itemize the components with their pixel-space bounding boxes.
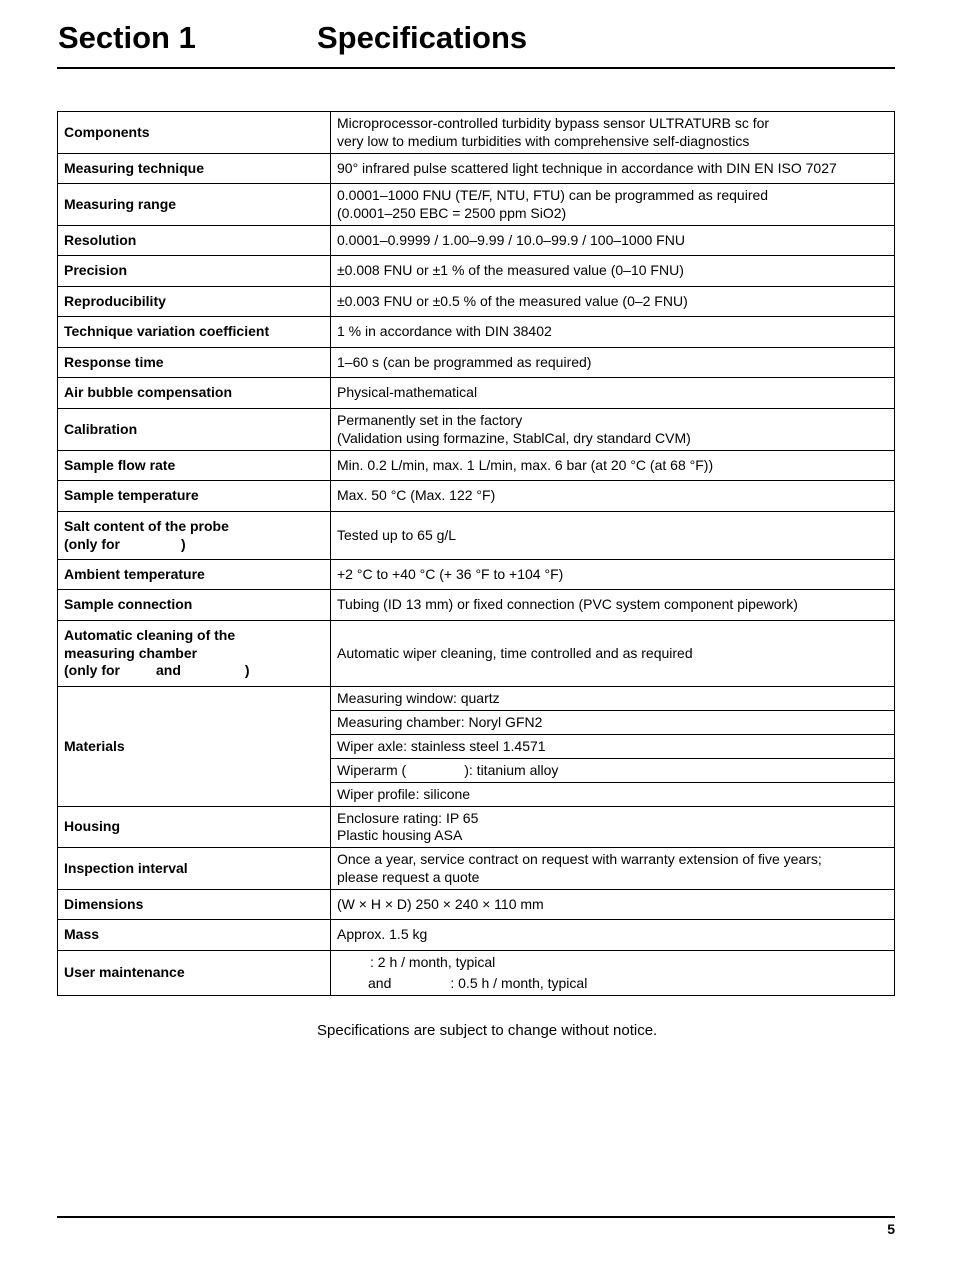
spec-value: Approx. 1.5 kg bbox=[331, 920, 895, 951]
spec-label: Sample temperature bbox=[58, 481, 331, 512]
spec-label bbox=[58, 621, 331, 687]
spec-value: Measuring chamber: Noryl GFN2 bbox=[331, 711, 895, 735]
spec-value-text: : 0.5 h / month, typical bbox=[450, 975, 588, 991]
page-title: Specifications bbox=[317, 20, 528, 55]
specifications-note: Specifications are subject to change without notice. bbox=[317, 1022, 658, 1039]
spec-label-text: ) bbox=[244, 662, 250, 679]
table-row-reproducibility bbox=[58, 287, 895, 317]
spec-label-text: (only for bbox=[64, 535, 120, 552]
table-row-technique-variation bbox=[58, 317, 895, 348]
spec-value: Tested up to 65 g/L bbox=[331, 512, 895, 560]
spec-label: Response time bbox=[58, 348, 331, 378]
table-row-components bbox=[58, 112, 895, 154]
spec-label: Sample flow rate bbox=[58, 451, 331, 481]
spec-value: Min. 0.2 L/min, max. 1 L/min, max. 6 bar (at 20 °C (at 68 °F)) bbox=[331, 451, 895, 481]
table-row-salt-content bbox=[58, 512, 895, 560]
spec-label: Reproducibility bbox=[58, 287, 331, 317]
spec-label-line: Salt content of the probe bbox=[64, 518, 229, 534]
spec-value: +2 °C to +40 °C (+ 36 °F to +104 °F) bbox=[331, 560, 895, 590]
spec-value: (W × H × D) 250 × 240 × 110 mm bbox=[331, 890, 895, 920]
spec-label-text: and bbox=[156, 662, 181, 679]
table-row-dimensions bbox=[58, 890, 895, 920]
spec-label-text: (only for bbox=[64, 662, 120, 679]
table-row-user-maintenance bbox=[58, 951, 895, 996]
spec-value bbox=[331, 848, 895, 890]
table-row-measuring-technique bbox=[58, 154, 895, 184]
spec-value-line: 0.0001–1000 FNU (TE/F, NTU, FTU) can be programmed as required bbox=[337, 187, 769, 203]
table-row-resolution bbox=[58, 226, 895, 256]
spec-value bbox=[331, 759, 895, 783]
spec-value: Wiper profile: silicone bbox=[331, 783, 895, 807]
table-row-ambient-temperature bbox=[58, 560, 895, 590]
spec-label: Mass bbox=[58, 920, 331, 951]
spec-value: ±0.008 FNU or ±1 % of the measured value (0–10 FNU) bbox=[331, 256, 895, 287]
spec-label: Housing bbox=[58, 807, 331, 848]
spec-value-line: (0.0001–250 EBC = 2500 ppm SiO2) bbox=[337, 204, 567, 221]
footer-divider bbox=[57, 1216, 895, 1218]
spec-value bbox=[331, 951, 895, 996]
spec-label: Materials bbox=[58, 687, 331, 807]
spec-label-text: ) bbox=[181, 535, 186, 552]
spec-label-line bbox=[64, 536, 324, 554]
table-row-air-bubble bbox=[58, 378, 895, 409]
spec-label: Ambient temperature bbox=[58, 560, 331, 590]
spec-label: Dimensions bbox=[58, 890, 331, 920]
spec-value-line: Microprocessor-controlled turbidity bypass sensor ULTRATURB sc for bbox=[337, 115, 770, 131]
spec-label: Precision bbox=[58, 256, 331, 287]
spec-value bbox=[331, 112, 895, 154]
spec-label: Measuring range bbox=[58, 184, 331, 226]
spec-label: Sample connection bbox=[58, 590, 331, 621]
spec-label bbox=[58, 512, 331, 560]
spec-label: User maintenance bbox=[58, 951, 331, 996]
spec-value: Tubing (ID 13 mm) or fixed connection (PVC system component pipework) bbox=[331, 590, 895, 621]
spec-value: ±0.003 FNU or ±0.5 % of the measured value (0–2 FNU) bbox=[331, 287, 895, 317]
spec-value-text: Wiperarm ( bbox=[337, 761, 407, 778]
spec-value-line: Plastic housing ASA bbox=[337, 827, 463, 843]
spec-value-line: Once a year, service contract on request with warranty extension of five years; bbox=[337, 851, 822, 867]
spec-value bbox=[331, 184, 895, 226]
spec-value: Measuring window: quartz bbox=[331, 687, 895, 711]
table-row-sample-connection bbox=[58, 590, 895, 621]
spec-label: Calibration bbox=[58, 409, 331, 451]
table-row-response-time bbox=[58, 348, 895, 378]
spec-value bbox=[331, 409, 895, 451]
spec-value: 1 % in accordance with DIN 38402 bbox=[331, 317, 895, 348]
table-row-sample-flow-rate bbox=[58, 451, 895, 481]
spec-label: Measuring technique bbox=[58, 154, 331, 184]
spec-value-line bbox=[337, 952, 888, 973]
spec-label: Resolution bbox=[58, 226, 331, 256]
spec-value-line: very low to medium turbidities with comprehensive self-diagnostics bbox=[337, 132, 750, 149]
spec-value: 1–60 s (can be programmed as required) bbox=[331, 348, 895, 378]
table-row-housing bbox=[58, 807, 895, 848]
page-number: 5 bbox=[887, 1221, 895, 1237]
section-label: Section 1 bbox=[58, 20, 196, 55]
table-row-sample-temperature bbox=[58, 481, 895, 512]
specifications-table bbox=[57, 111, 895, 996]
spec-label: Inspection interval bbox=[58, 848, 331, 890]
spec-label: Technique variation coefficient bbox=[58, 317, 331, 348]
table-row-automatic-cleaning bbox=[58, 621, 895, 687]
table-row-mass bbox=[58, 920, 895, 951]
spec-value-text: : 2 h / month, typical bbox=[370, 954, 496, 970]
spec-value: Physical-mathematical bbox=[331, 378, 895, 409]
table-row-inspection-interval bbox=[58, 848, 895, 890]
spec-value-line: Enclosure rating: IP 65 bbox=[337, 809, 479, 826]
table-row-measuring-range bbox=[58, 184, 895, 226]
spec-label-line: Automatic cleaning of the bbox=[64, 627, 236, 644]
spec-label: Air bubble compensation bbox=[58, 378, 331, 409]
spec-value bbox=[331, 807, 895, 848]
spec-value: 90° infrared pulse scattered light technique in accordance with DIN EN ISO 7027 bbox=[331, 154, 895, 184]
spec-value-line: Permanently set in the factory bbox=[337, 412, 523, 428]
spec-value-line: (Validation using formazine, StablCal, dry standard CVM) bbox=[337, 429, 691, 446]
table-row-calibration bbox=[58, 409, 895, 451]
page-header bbox=[57, 19, 895, 69]
spec-value-text: ): titanium alloy bbox=[464, 761, 559, 778]
spec-value-text: and bbox=[368, 975, 392, 991]
table-row-materials bbox=[58, 687, 895, 711]
spec-label-line bbox=[64, 662, 324, 680]
spec-label: Components bbox=[58, 112, 331, 154]
spec-label-line: measuring chamber bbox=[64, 644, 198, 661]
table-row-precision bbox=[58, 256, 895, 287]
spec-value: Wiper axle: stainless steel 1.4571 bbox=[331, 735, 895, 759]
spec-value: Max. 50 °C (Max. 122 °F) bbox=[331, 481, 895, 512]
spec-value-line: please request a quote bbox=[337, 868, 480, 885]
spec-value: 0.0001–0.9999 / 1.00–9.99 / 10.0–99.9 / 100–1000 FNU bbox=[331, 226, 895, 256]
spec-value: Automatic wiper cleaning, time controlled and as required bbox=[331, 621, 895, 687]
spec-value-line bbox=[337, 973, 888, 994]
